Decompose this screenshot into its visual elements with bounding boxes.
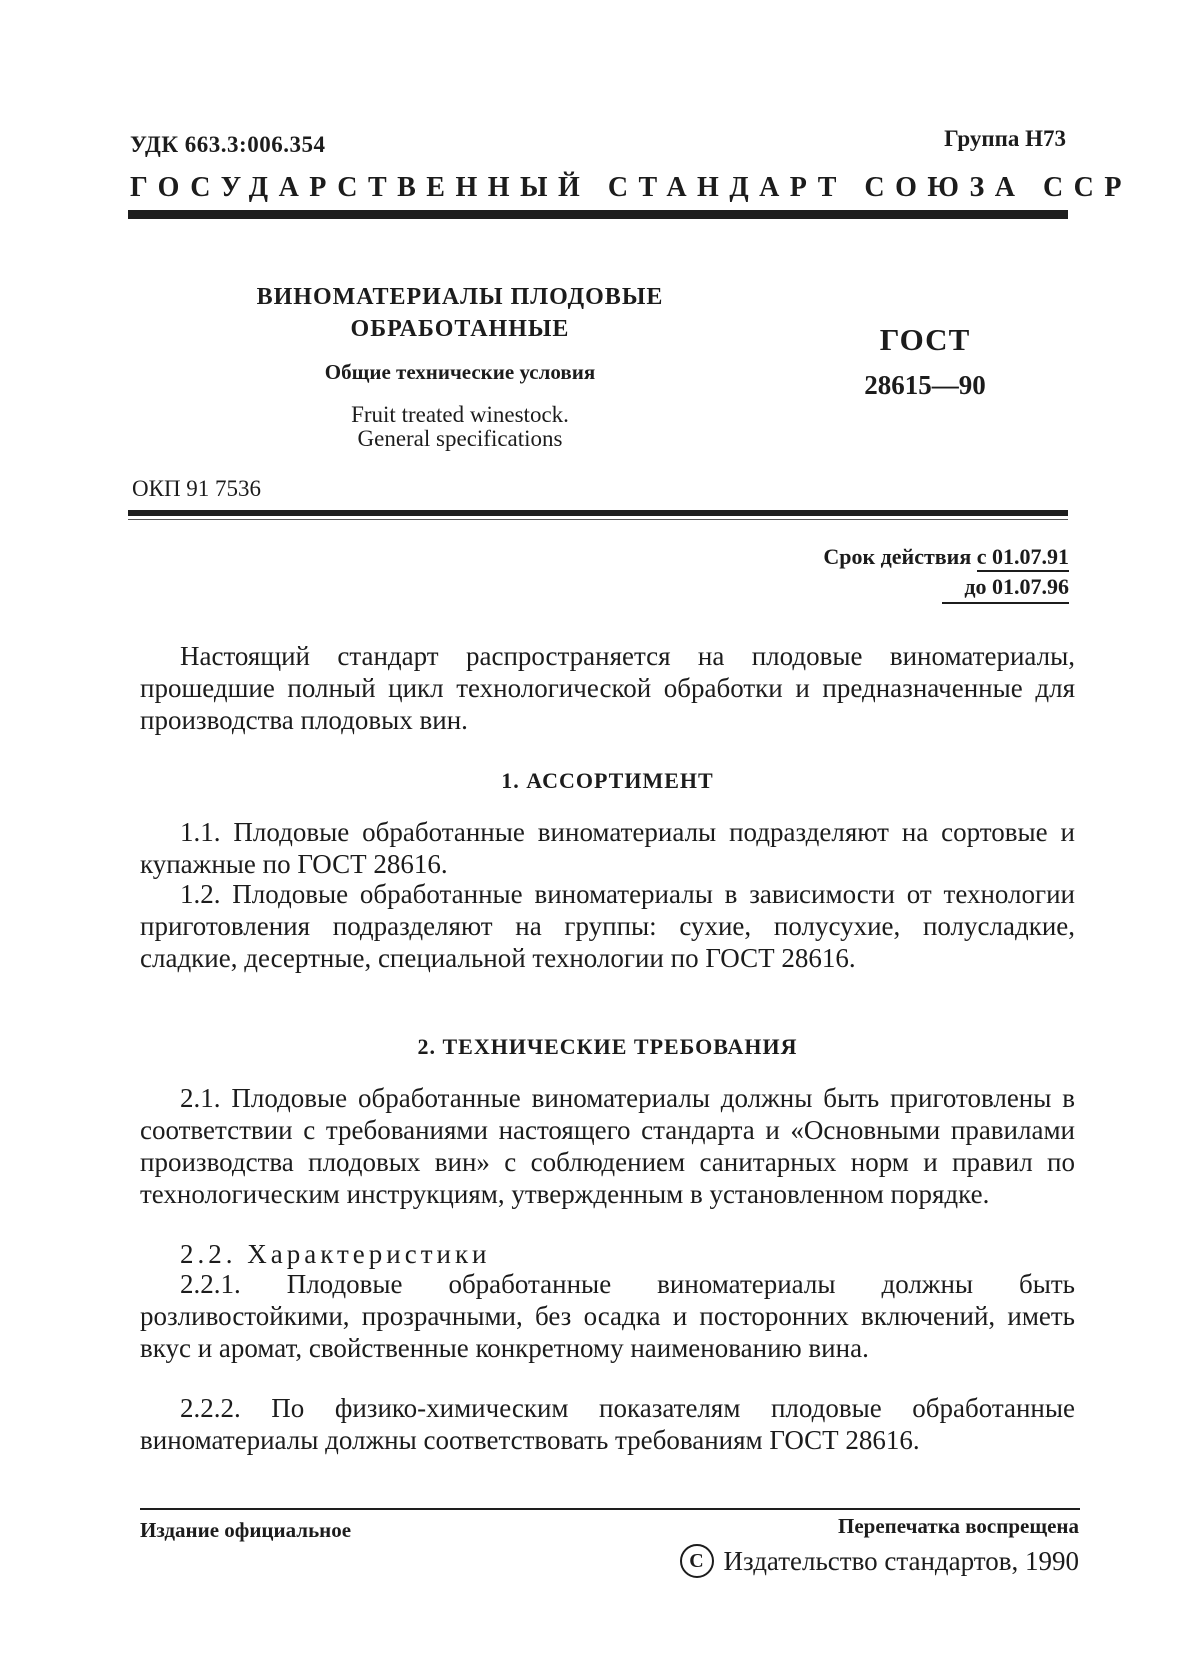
english-title-line2: General specifications [357,426,563,451]
intro-text: Настоящий стандарт распространяется на плодовые виноматериалы, прошедшие полный цикл технологической обработки и предназначенные для производства плодовых вин. [140,641,1075,735]
reprint-prohibited: Перепечатка воспрещена [838,1514,1079,1538]
paragraph-2-2-2-text: 2.2.2. По физико-химическим показателям плодовые обработанные виноматериалы должны соответствовать требованиям ГОСТ 28616. [140,1393,1075,1455]
paragraph-1-1-text: 1.1. Плодовые обработанные виноматериалы подразделяют на сортовые и купажные по ГОСТ 28616. [140,817,1075,879]
validity-to-date: до 01.07.96 [942,574,1069,604]
validity-from [823,544,1069,570]
udk-code: УДК 663.3:006.354 [130,132,326,157]
paragraph-2-2 [140,1238,1075,1270]
section-2-heading: 2. ТЕХНИЧЕСКИЕ ТРЕБОВАНИЯ [417,1034,798,1059]
paragraph-2-2-text: 2.2. Характеристики [180,1239,491,1269]
paragraph-2-2-1-text: 2.2.1. Плодовые обработанные виноматериалы должны быть розливостойкими, прозрачными, без осадка и посторонних включений, иметь вкус и аромат, свойственные конкретному наименованию вина. [140,1269,1075,1363]
official-edition: Издание официальное [140,1518,352,1542]
paragraph-1-2 [140,878,1075,974]
state-standard-heading: ГОСУДАРСТВЕННЫЙ СТАНДАРТ СОЮЗА ССР [130,172,1132,203]
header-rule [128,210,1068,219]
document-subtitle: Общие технические условия [324,360,596,384]
intro-paragraph [140,640,1075,736]
english-title-line1: Fruit treated winestock. [351,402,569,427]
validity-from-date: с 01.07.91 [977,544,1069,572]
paragraph-2-2-1 [140,1268,1075,1364]
copyright-icon: С [680,1544,714,1578]
gost-label: ГОСТ [879,322,971,357]
title-rule-thin [128,519,1068,520]
copyright [680,1544,1079,1578]
footer-rule [140,1508,1080,1510]
title-rule [128,510,1068,516]
document-title-line1: ВИНОМАТЕРИАЛЫ ПЛОДОВЫЕ [256,284,664,310]
okp-code: ОКП 91 7536 [132,476,262,501]
validity-label: Срок действия [823,544,972,569]
document-title-line2: ОБРАБОТАННЫЕ [350,316,570,342]
paragraph-2-1 [140,1082,1075,1210]
publisher: Издательство стандартов, 1990 [723,1545,1079,1576]
paragraph-2-2-2 [140,1392,1075,1456]
paragraph-2-1-text: 2.1. Плодовые обработанные виноматериалы должны быть приготовлены в соответствии с требованиями настоящего стандарта и «Основными правилами производства плодовых вин» с соблюдением санитарных норм и правил по технологическим инструкциям, утвержденным в установленном порядке. [140,1083,1075,1209]
gost-number: 28615—90 [864,370,986,400]
paragraph-1-1 [140,816,1075,880]
paragraph-1-2-text: 1.2. Плодовые обработанные виноматериалы в зависимости от технологии приготовления подразделяют на группы: сухие, полусухие, полусладкие, сладкие, десертные, специальной технологии по ГОСТ 28616. [140,879,1075,973]
section-1-heading: 1. АССОРТИМЕНТ [501,768,714,793]
group-code: Группа Н73 [944,126,1066,151]
